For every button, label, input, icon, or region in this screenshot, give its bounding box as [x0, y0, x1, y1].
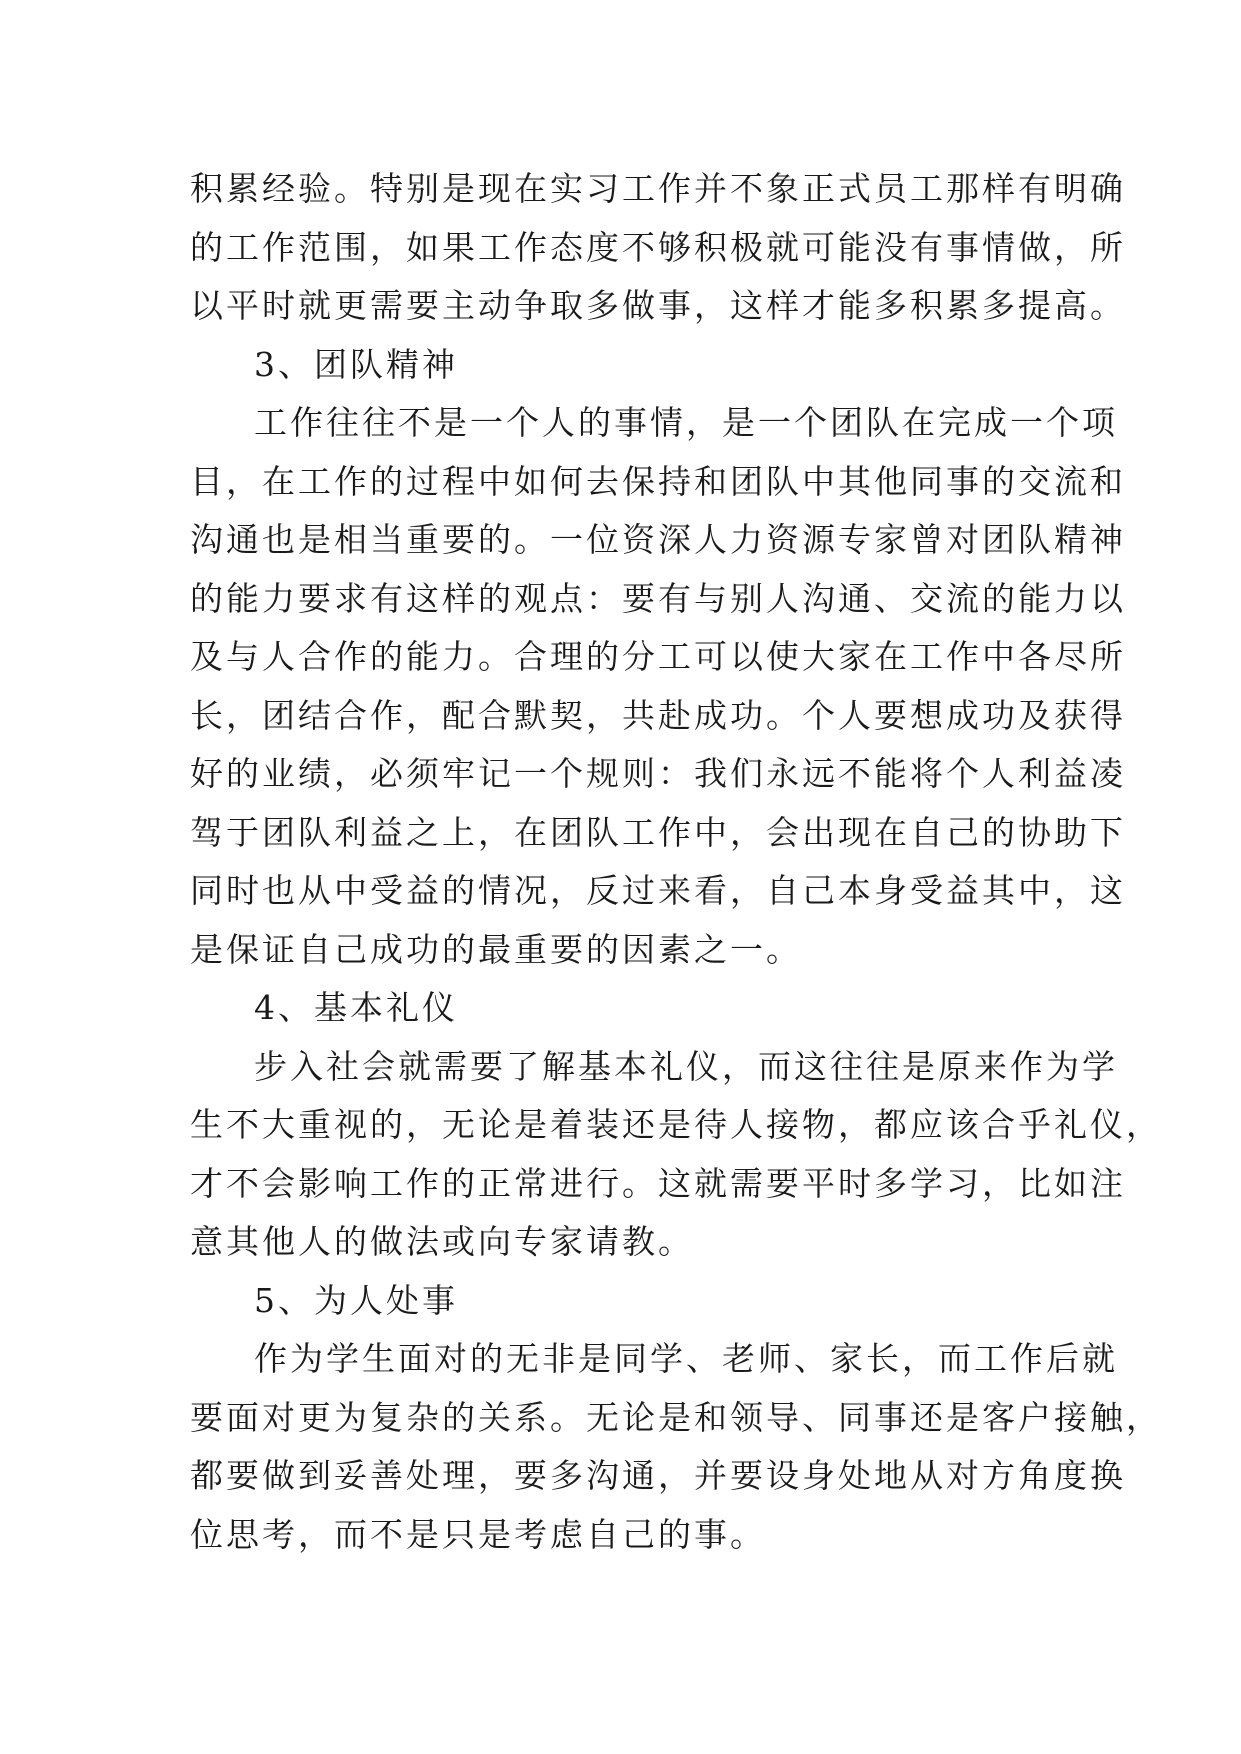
- text-line: 的工作范围，如果工作态度不够积极就可能没有事情做，所: [190, 227, 1126, 267]
- text-line: 都要做到妥善处理，要多沟通，并要设身处地从对方角度换: [190, 1456, 1126, 1495]
- section-heading-teamwork: 3、团队精神: [254, 344, 458, 384]
- text-line: 及与人合作的能力。合理的分工可以使大家在工作中各尽所: [190, 637, 1126, 676]
- text-line: 位思考，而不是只是考虑自己的事。: [190, 1514, 766, 1554]
- text-line: 步入社会就需要了解基本礼仪，而这往往是原来作为学: [254, 1046, 1118, 1086]
- section-heading-etiquette: 4、基本礼仪: [254, 988, 458, 1027]
- text-line: 目，在工作的过程中如何去保持和团队中其他同事的交流和: [190, 461, 1126, 501]
- text-line: 积累经验。特别是现在实习工作并不象正式员工那样有明确: [190, 169, 1126, 208]
- text-line: 沟通也是相当重要的。一位资深人力资源专家曾对团队精神: [190, 520, 1126, 559]
- text-line: 是保证自己成功的最重要的因素之一。: [190, 929, 802, 969]
- text-line: 驾于团队利益之上，在团队工作中，会出现在自己的协助下: [190, 812, 1126, 852]
- text-line: 好的业绩，必须牢记一个规则：我们永远不能将个人利益凌: [190, 754, 1126, 793]
- text-line: 意其他人的做法或向专家请教。: [190, 1222, 694, 1261]
- text-line: 作为学生面对的无非是同学、老师、家长，而工作后就: [254, 1339, 1118, 1378]
- text-line: 的能力要求有这样的观点：要有与别人沟通、交流的能力以: [190, 578, 1126, 618]
- document-body: [190, 160, 1162, 1564]
- text-line: 工作往往不是一个人的事情，是一个团队在完成一个项: [254, 403, 1118, 442]
- text-line: 要面对更为复杂的关系。无论是和领导、同事还是客户接触，: [190, 1397, 1162, 1437]
- text-line: 以平时就更需要主动争取多做事，这样才能多积累多提高。: [190, 286, 1126, 325]
- text-line: 才不会影响工作的正常进行。这就需要平时多学习，比如注: [190, 1163, 1126, 1203]
- section-heading-conduct: 5、为人处事: [254, 1280, 458, 1320]
- text-line: 同时也从中受益的情况，反过来看，自己本身受益其中，这: [190, 871, 1126, 910]
- text-line: 长，团结合作，配合默契，共赴成功。个人要想成功及获得: [190, 695, 1126, 735]
- text-line: 生不大重视的，无论是着装还是待人接物，都应该合乎礼仪，: [190, 1105, 1162, 1144]
